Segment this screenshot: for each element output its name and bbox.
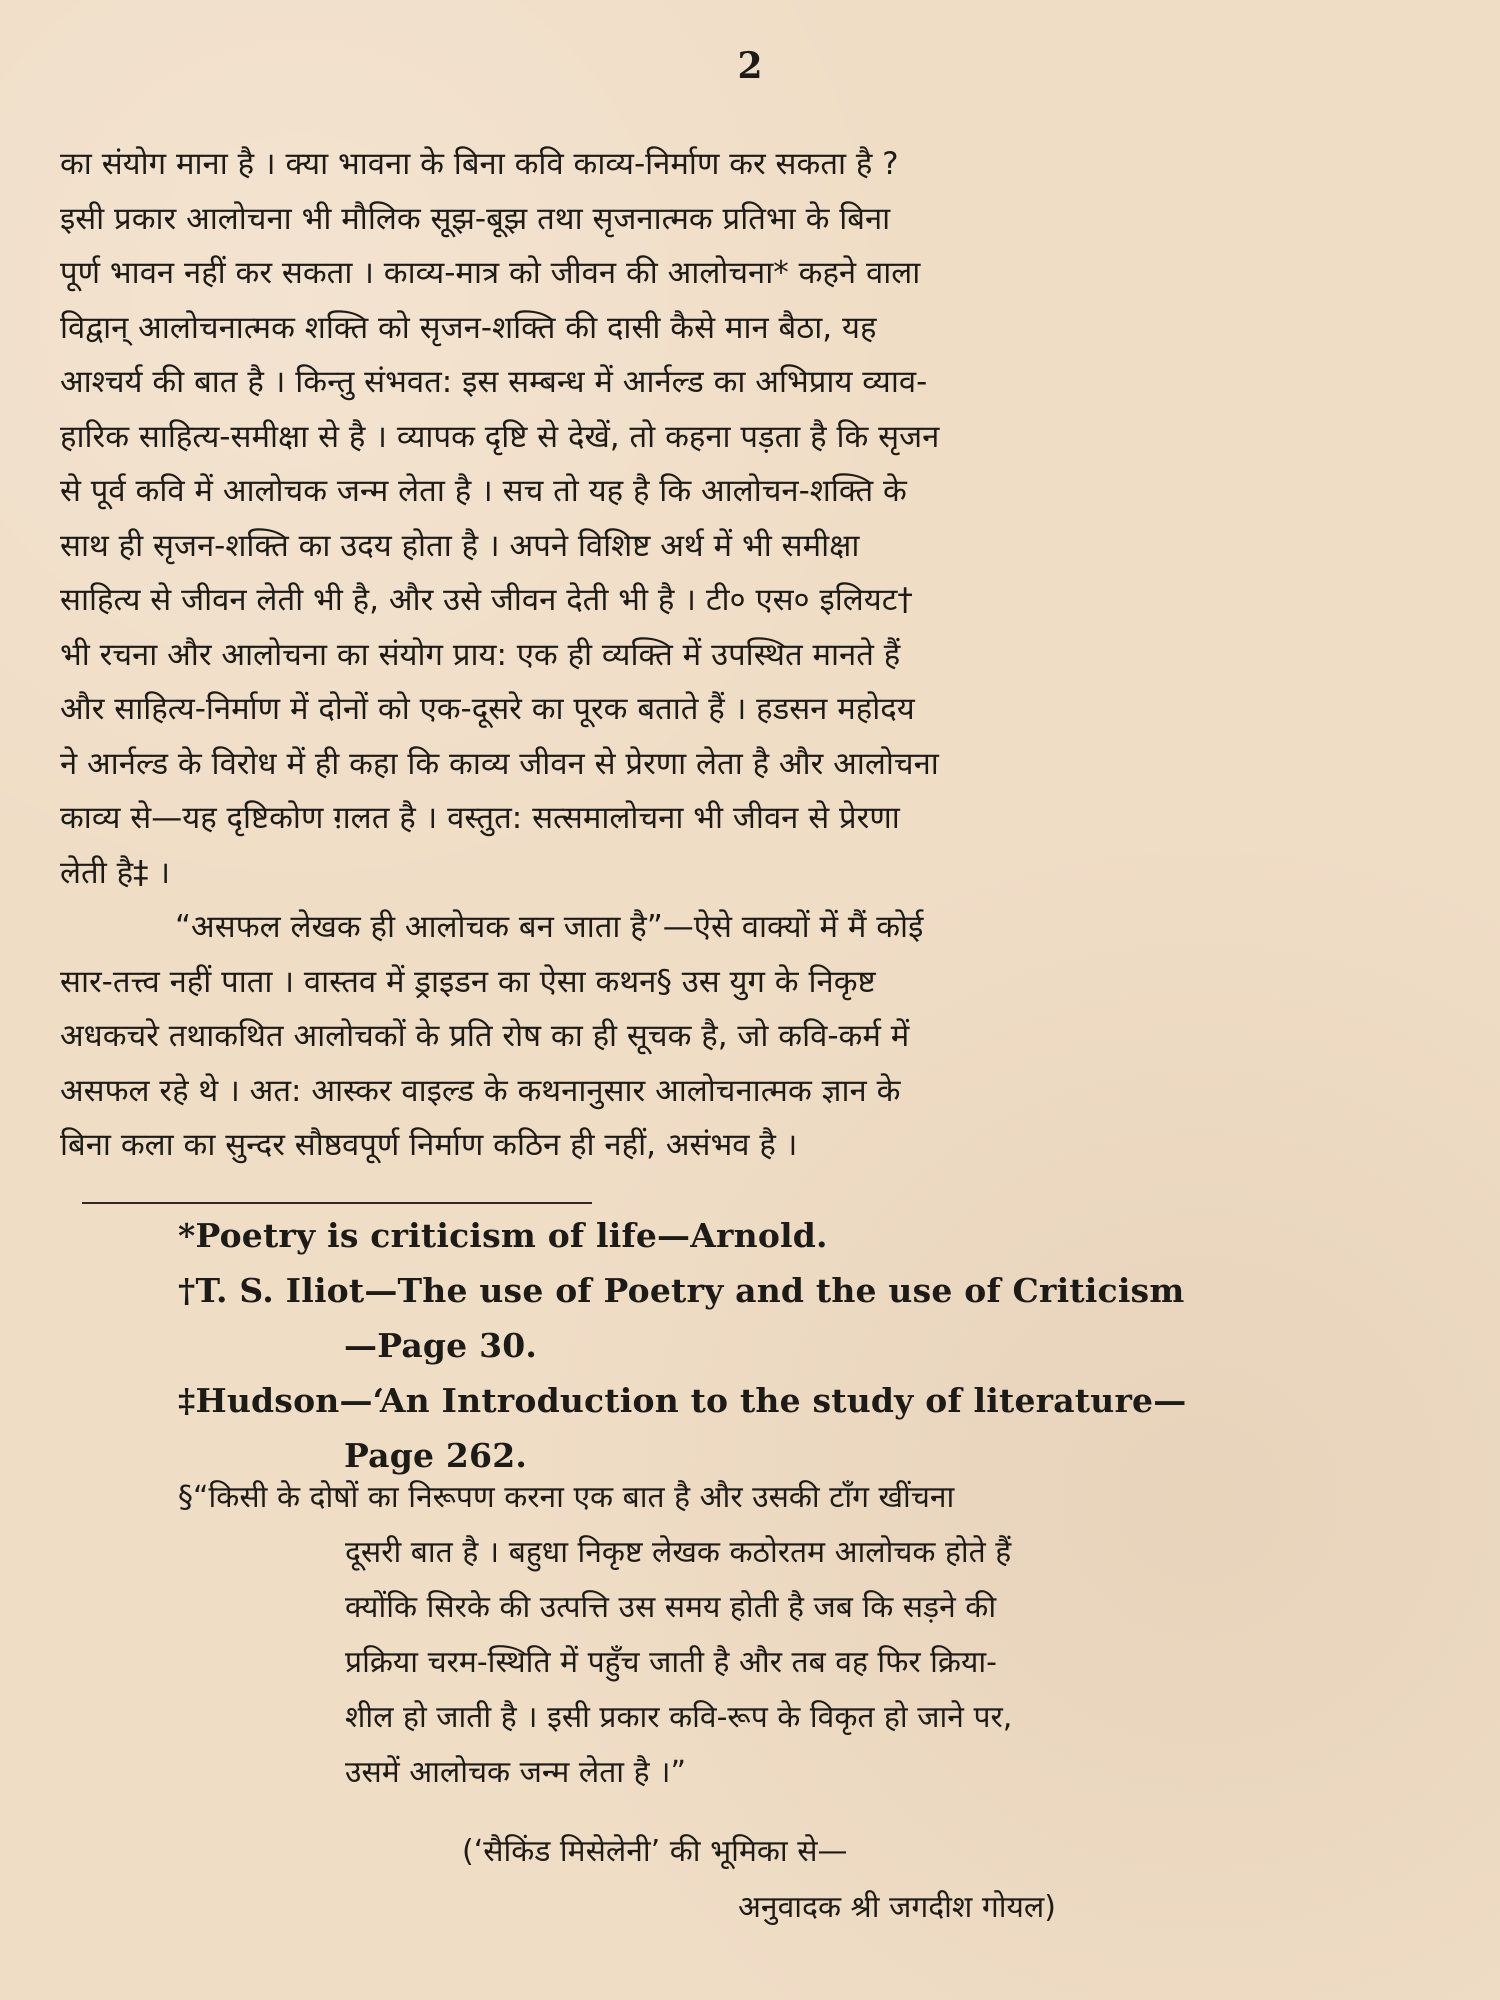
footnote-hindi-line: प्रक्रिया चरम-स्थिति में पहुँच जाती है और तब वह फिर क्रिया- xyxy=(345,1645,997,1680)
footnote-eliot-line-1: †T. S. Iliot—The use of Poetry and the use of Criticism xyxy=(178,1271,1185,1310)
text-line: असफल रहे थे । अत: आस्कर वाइल्ड के कथनानुसार आलोचनात्मक ज्ञान के xyxy=(60,1072,901,1109)
text-line: हारिक साहित्य-समीक्षा से है । व्यापक दृष्टि से देखें, तो कहना पड़ता है कि सृजन xyxy=(60,418,940,455)
footnote-hindi-line: उसमें आलोचक जन्म लेता है ।” xyxy=(345,1755,686,1790)
footnote-hindi-line: §“किसी के दोषों का निरूपण करना एक बात है और उसकी टाँग खींचना xyxy=(178,1480,955,1515)
footnote-source-line-1: (‘सैकिंड मिसेलेनी’ की भूमिका से— xyxy=(462,1834,848,1869)
text-line: आश्चर्य की बात है । किन्तु संभवत: इस सम्बन्ध में आर्नल्ड का अभिप्राय व्याव- xyxy=(60,364,928,400)
text-line: इसी प्रकार आलोचना भी मौलिक सूझ-बूझ तथा सृजनात्मक प्रतिभा के बिना xyxy=(60,200,891,237)
footnote-hudson-line-2: Page 262. xyxy=(344,1436,528,1475)
footnote-hindi-line: दूसरी बात है । बहुधा निकृष्ट लेखक कठोरतम आलोचक होते हैं xyxy=(345,1535,1012,1570)
text-line: साहित्य से जीवन लेती भी है, और उसे जीवन देती भी है । टी० एस० इलियट† xyxy=(60,582,913,618)
text-line: भी रचना और आलोचना का संयोग प्राय: एक ही व्यक्ति में उपस्थित मानते हैं xyxy=(60,636,901,673)
main-body-text xyxy=(60,137,1405,1173)
footnote-hindi-line: शील हो जाती है । इसी प्रकार कवि-रूप के विकृत हो जाने पर, xyxy=(345,1700,1013,1735)
footnote-source-line-2: अनुवादक श्री जगदीश गोयल) xyxy=(738,1890,1056,1925)
footnote-hindi-line: क्योंकि सिरके की उत्पत्ति उस समय होती है जब कि सड़ने की xyxy=(345,1590,997,1625)
text-line: काव्य से—यह दृष्टिकोण ग़लत है । वस्तुत: सत्समालोचना भी जीवन से प्रेरणा xyxy=(60,800,900,836)
footnote-hudson-line-1: ‡Hudson—‘An Introduction to the study of literature— xyxy=(178,1381,1187,1420)
text-line: सार-तत्त्व नहीं पाता । वास्तव में ड्राइडन का ऐसा कथन§ उस युग के निकृष्ट xyxy=(60,963,876,1000)
page-number: 2 xyxy=(737,45,763,87)
text-line: लेती है‡ । xyxy=(60,854,171,891)
text-line: बिना कला का सुन्दर सौष्ठवपूर्ण निर्माण कठिन ही नहीं, असंभव है । xyxy=(60,1127,798,1163)
text-line: और साहित्य-निर्माण में दोनों को एक-दूसरे का पूरक बताते हैं । हडसन महोदय xyxy=(60,691,915,727)
text-line: विद्वान् आलोचनात्मक शक्ति को सृजन-शक्ति की दासी कैसे मान बैठा, यह xyxy=(60,309,877,346)
footnote-eliot-line-2: —Page 30. xyxy=(344,1326,538,1365)
text-line: अधकचरे तथाकथित आलोचकों के प्रति रोष का ही सूचक है, जो कवि-कर्म में xyxy=(60,1018,910,1054)
text-line: का संयोग माना है । क्या भावना के बिना कवि काव्य-निर्माण कर सकता है ? xyxy=(60,146,899,182)
text-line: से पूर्व कवि में आलोचक जन्म लेता है । सच तो यह है कि आलोचन-शक्ति के xyxy=(60,473,907,509)
text-line: “असफल लेखक ही आलोचक बन जाता है”—ऐसे वाक्यों में मैं कोई xyxy=(175,909,924,945)
footnote-arnold: *Poetry is criticism of life—Arnold. xyxy=(178,1216,828,1255)
text-line: पूर्ण भावन नहीं कर सकता । काव्य-मात्र को जीवन की आलोचना* कहने वाला xyxy=(60,255,921,291)
text-line: साथ ही सृजन-शक्ति का उदय होता है । अपने विशिष्ट अर्थ में भी समीक्षा xyxy=(60,527,860,564)
hindi-footnote xyxy=(178,1470,1413,1800)
text-line: ने आर्नल्ड के विरोध में ही कहा कि काव्य जीवन से प्रेरणा लेता है और आलोचना xyxy=(60,745,939,782)
footnote-divider xyxy=(82,1202,592,1204)
english-footnotes xyxy=(178,1208,1413,1483)
